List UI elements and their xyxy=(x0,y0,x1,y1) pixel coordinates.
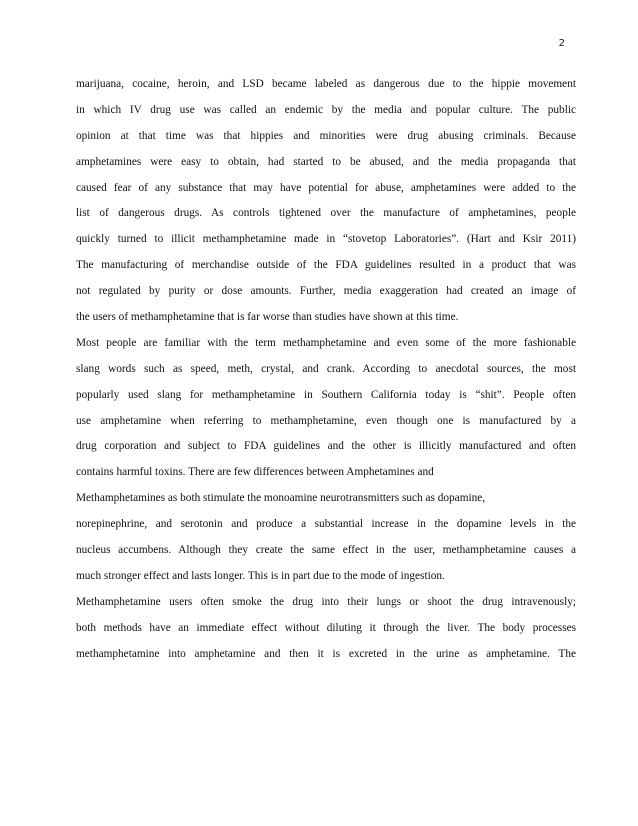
text-line: nucleus accumbens. Although they create the same effect in the user, methamphetamine causes a xyxy=(76,544,576,557)
text-line: in which IV drug use was called an endemic by the media and popular culture. The public xyxy=(76,103,576,116)
text-line: the users of methamphetamine that is far worse than studies have shown at this time. xyxy=(76,311,459,324)
page-number: 2 xyxy=(558,38,565,49)
text-line: marijuana, cocaine, heroin, and LSD became labeled as dangerous due to the hippie movement xyxy=(76,78,576,90)
text-line: slang words such as speed, meth, crystal, and crank. According to anecdotal sources, the most xyxy=(76,362,576,375)
text-line: use amphetamine when referring to methamphetamine, even though one is manufactured by a xyxy=(76,414,576,427)
text-line: amphetamines were easy to obtain, had started to be abused, and the media propaganda that xyxy=(76,155,576,168)
text-line: not regulated by purity or dose amounts. Further, media exaggeration had created an image of xyxy=(76,285,576,298)
text-line: The manufacturing of merchandise outside of the FDA guidelines resulted in a product that was xyxy=(76,259,576,272)
text-line: opinion at that time was that hippies and minorities were drug abusing criminals. Because xyxy=(76,129,576,142)
text-line: Methamphetamine users often smoke the drug into their lungs or shoot the drug intravenously; xyxy=(76,595,576,608)
text-line: caused fear of any substance that may have potential for abuse, amphetamines were added to the xyxy=(76,181,576,194)
text-line: much stronger effect and lasts longer. This is in part due to the mode of ingestion. xyxy=(76,569,445,582)
text-line: Most people are familiar with the term methamphetamine and even some of the more fashionable xyxy=(76,336,576,349)
text-line: both methods have an immediate effect without diluting it through the liver. The body processes xyxy=(76,621,576,634)
text-line: list of dangerous drugs. As controls tightened over the manufacture of amphetamines, people xyxy=(76,207,576,220)
text-line: drug corporation and subject to FDA guidelines and the other is illicitly manufactured and often xyxy=(76,440,576,453)
text-line: norepinephrine, and serotonin and produce a substantial increase in the dopamine levels in the xyxy=(76,518,576,531)
text-line: popularly used slang for methamphetamine in Southern California today is “shit”. People often xyxy=(76,388,576,401)
body-text xyxy=(76,72,576,667)
text-line: methamphetamine into amphetamine and then it is excreted in the urine as amphetamine. The xyxy=(76,647,576,660)
text-line: quickly turned to illicit methamphetamine made in “stovetop Laboratories”. (Hart and Ksir 2011) xyxy=(76,233,576,246)
text-line: Methamphetamines as both stimulate the monoamine neurotransmitters such as dopamine, xyxy=(76,492,486,505)
text-line: contains harmful toxins. There are few differences between Amphetamines and xyxy=(76,466,434,479)
